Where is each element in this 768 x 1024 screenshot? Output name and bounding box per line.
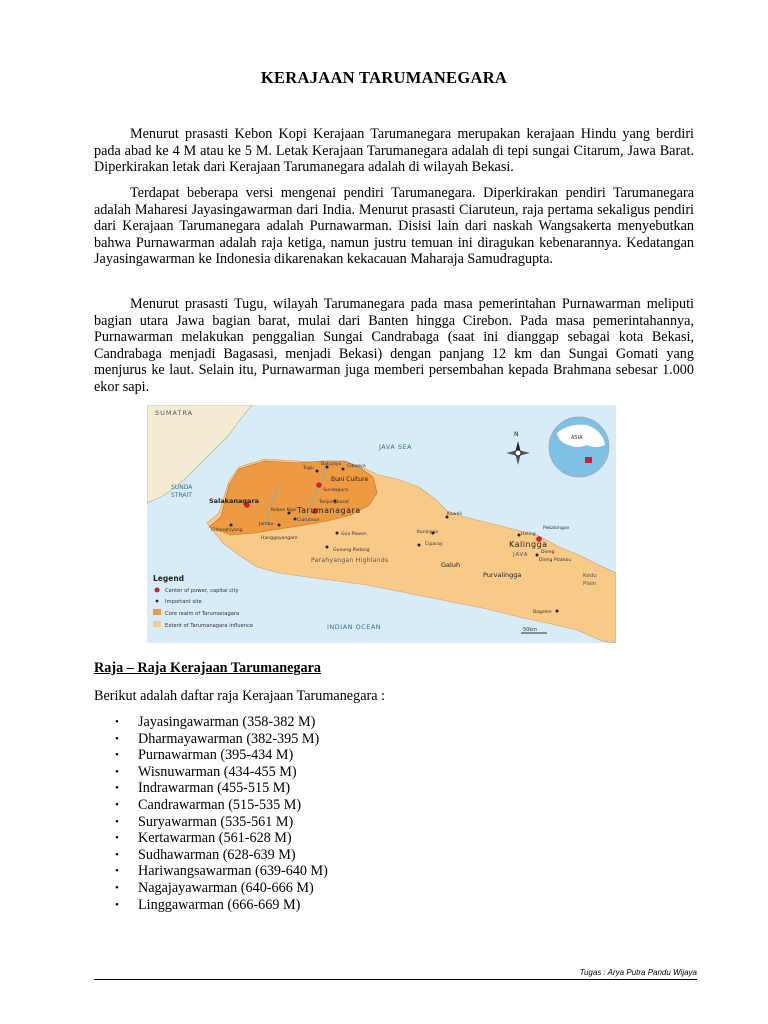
king-name: Indrawarman (455-515 M) <box>138 780 291 797</box>
bullet-icon: • <box>115 716 119 728</box>
site-label: Kuningan <box>417 530 439 535</box>
paragraph-origin: Menurut prasasti Kebon Kopi Kerajaan Tarumanegara merupakan kerajaan Hindu yang berdiri pada abad ke 4 M atau ke 5 M. Letak Kerajaan Tarumanegara adalah di tepi sungai Citarum, Jawa Barat. Diperkirakan letak dari Kerajaan Tarumanegara adalah di wilayah Bekasi. <box>94 126 694 176</box>
paragraph-territory: Menurut prasasti Tugu, wilayah Tarumanegara pada masa pemerintahan Purnawarman meliputi bagian utara Jawa bagian barat, mulai dari Banten hingga Cirebon. Pada masa pemerintahannya, Purnawarman melakukan penggalian Sungai Candrabaga (saat ini dianggap sebagai kota Bekasi, Candrabaga menjadi Bagasasi, menjadi Bekasi) dengan panjang 12 km dan Sungai Gomati yang menjurus ke laut. Selain itu, Purnawarman juga memberi persembahan kepada Brahmana sebesar 1.000 ekor sapi. <box>94 296 694 395</box>
footer-divider <box>94 979 697 980</box>
king-name: Hariwangsawarman (639-640 M) <box>138 863 328 880</box>
paragraph-founder: Terdapat beberapa versi mengenai pendiri Tarumanegara. Diperkirakan pendiri Tarumanegara adalah Maharesi Jayasingawarman dari India. Menurut prasasti Ciaruteun, raja pertama sekaligus pendiri dari Kerajaan Tarumanegara adalah Purnawarman. Disisi lain dari naskah Wangsakerta menyebutkan bahwa Purnawarman adalah raja ketiga, namun justru temuan ini diragukan kebenarannya. Kedatangan Jayasingawarman ke Indonesia dikarenakan kekacauan Maharaja Samudragupta. <box>94 185 694 268</box>
site-label: Bagelen <box>533 610 552 615</box>
site-label: Tugu <box>303 466 314 471</box>
site-label: Dieng <box>541 550 555 555</box>
list-item <box>94 797 328 814</box>
footer-author: Tugas : Arya Putra Pandu Wijaya <box>579 968 697 977</box>
map-label-north: N <box>514 431 519 438</box>
site-label: Gunung Padang <box>333 548 370 553</box>
site-label: Guo Pawon <box>341 532 367 537</box>
map-label-sunda: SUNDA <box>171 484 193 491</box>
section-heading: Raja – Raja Kerajaan Tarumanegara <box>94 660 321 676</box>
kings-list <box>94 714 328 913</box>
map-label-parahyangan: Parahyangan Highlands <box>311 557 389 564</box>
site-label: Jambu <box>259 522 274 527</box>
site-label: Cidanghiyang <box>211 528 243 533</box>
site-label: Pekalongan <box>543 526 570 531</box>
globe-marker <box>585 457 592 463</box>
list-item <box>94 847 328 864</box>
map-label-indian-ocean: INDIAN OCEAN <box>327 623 382 631</box>
legend-item: Important site <box>165 599 202 605</box>
king-name: Kertawarman (561-628 M) <box>138 830 292 847</box>
map-label-sumatra: SUMATRA <box>155 409 194 417</box>
list-item <box>94 814 328 831</box>
bullet-icon: • <box>115 765 119 778</box>
bullet-icon: • <box>115 881 119 894</box>
site-label: Hanggayangam <box>261 536 298 541</box>
list-item <box>94 714 328 731</box>
bullet-icon: • <box>115 798 119 811</box>
bullet-icon: • <box>115 815 119 828</box>
site-label: Sundapura <box>323 488 349 493</box>
site-label: Ciparay <box>425 542 443 547</box>
map-label-asia: ASIA <box>571 435 583 441</box>
map-label-salakanagara: Salakanagara <box>209 497 260 505</box>
bullet-icon: • <box>115 832 119 845</box>
site-label: Cibuaya <box>347 464 366 469</box>
scale-label: 50km <box>523 627 538 633</box>
king-name: Jayasingawarman (358-382 M) <box>138 714 316 730</box>
legend-site-swatch <box>156 600 159 603</box>
bullet-icon: • <box>115 865 119 878</box>
legend-item: Extent of Tarumanagara influence <box>165 623 254 629</box>
kings-intro: Berikut adalah daftar raja Kerajaan Tarumanegara : <box>94 688 386 704</box>
bullet-icon: • <box>115 848 119 861</box>
king-name: Wisnuwarman (434-455 M) <box>138 763 297 780</box>
site-label: Dieng Plateau <box>539 558 572 563</box>
bullet-icon: • <box>115 782 119 795</box>
map-label-tarumanagara: Tarumanagara <box>297 506 361 515</box>
map-label-java: JAVA <box>513 552 529 558</box>
list-item <box>94 764 328 781</box>
map-label-purvalingga: Purvalingga <box>483 571 522 579</box>
legend-capital-swatch <box>155 588 160 593</box>
site-label: Tanjungbarat <box>319 500 350 505</box>
king-name: Linggawarman (666-669 M) <box>138 896 301 913</box>
legend-core-swatch <box>153 609 161 615</box>
list-item <box>94 731 328 748</box>
site-label: Batujaya <box>321 462 342 467</box>
legend-influence-swatch <box>153 621 161 627</box>
map-label-kalingga: Kalingga <box>509 540 548 549</box>
document-title: KERAJAAN TARUMANEGARA <box>260 68 508 87</box>
tarumanagara-map <box>147 405 616 643</box>
map-label-java-sea: JAVA SEA <box>379 443 413 451</box>
king-name: Sudhawarman (628-639 M) <box>138 846 296 863</box>
list-item <box>94 830 328 847</box>
map-label-plain: Plain <box>583 581 597 587</box>
list-item <box>94 863 328 880</box>
king-name: Suryawarman (535-561 M) <box>138 813 294 830</box>
king-name: Candrawarman (515-535 M) <box>138 796 302 813</box>
list-item <box>94 880 328 897</box>
map-label-galuh: Galuh <box>441 561 461 569</box>
king-name: Nagajayawarman (640-666 M) <box>138 879 314 896</box>
map-label-kedu: Kedu <box>583 573 597 579</box>
bullet-icon: • <box>115 898 119 911</box>
bullet-icon: • <box>115 732 119 745</box>
bullet-icon: • <box>115 749 119 762</box>
site-label: Ciaruteun <box>297 518 320 523</box>
list-item <box>94 897 328 914</box>
site-label: Holing <box>521 532 536 537</box>
map-label-strait: STRAIT <box>171 492 192 499</box>
list-item <box>94 780 328 797</box>
list-item <box>94 747 328 764</box>
king-name: Purnawarman (395-434 M) <box>138 747 294 764</box>
map-label-buni-culture: Buni Culture <box>331 476 369 483</box>
site-label: Kawali <box>447 512 462 517</box>
legend-title: Legend <box>153 574 185 583</box>
site-label: Kebon Kopi <box>271 508 297 513</box>
legend-item: Core realm of Tarumanagara <box>165 611 240 617</box>
legend-item: Center of power, capital city <box>165 588 239 594</box>
king-name: Dharmayawarman (382-395 M) <box>138 730 320 747</box>
